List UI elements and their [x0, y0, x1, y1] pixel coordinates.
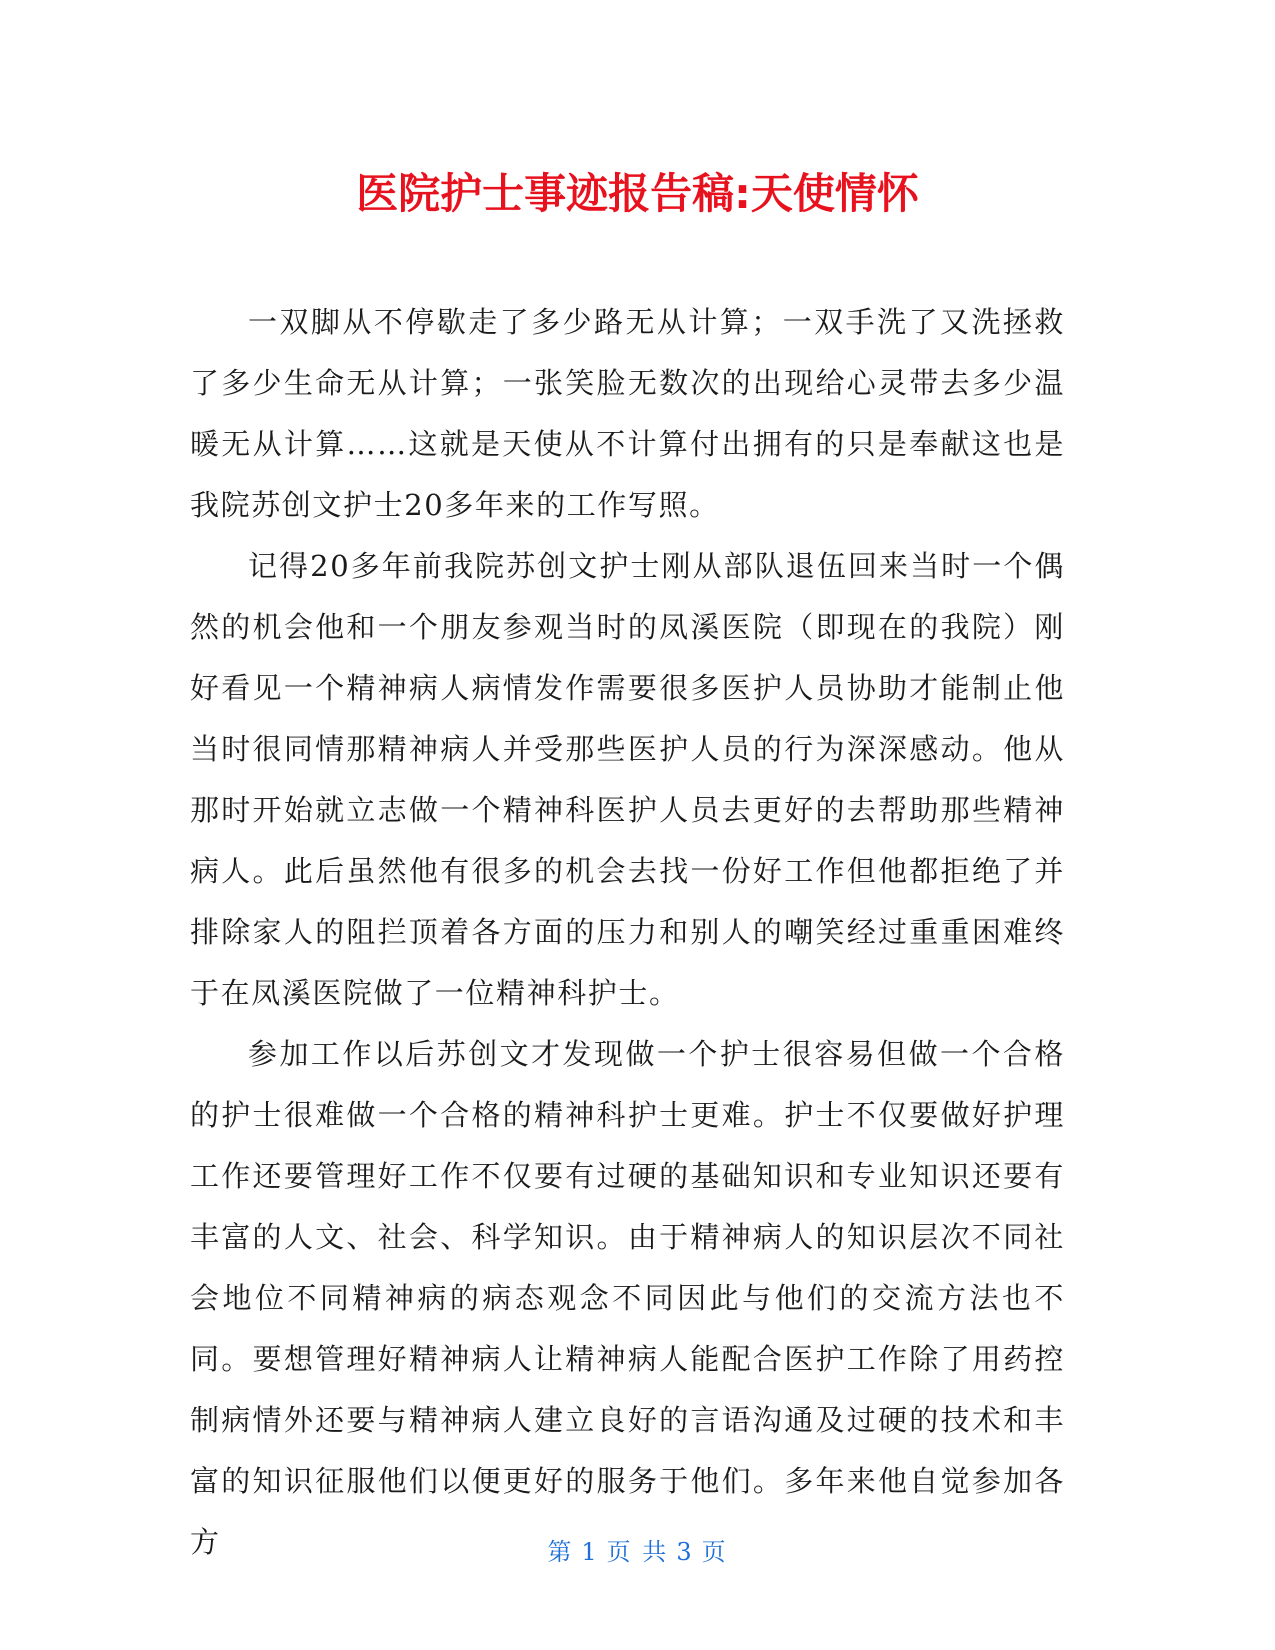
footer-prefix: 第 — [547, 1538, 574, 1566]
footer-current-page: 1 — [581, 1538, 599, 1566]
paragraph-2: 记得20多年前我院苏创文护士刚从部队退伍回来当时一个偶然的机会他和一个朋友参观当时的凤溪医院（即现在的我院）刚好看见一个精神病人病情发作需要很多医护人员协助才能制止他当时很同情那精神病人并受那些医护人员的行为深深感动。他从那时开始就立志做一个精神科医护人员去更好的去帮助那些精神病人。此后虽然他有很多的机会去找一份好工作但他都拒绝了并排除家人的阻拦顶着各方面的压力和别人的嘲笑经过重重困难终于在凤溪医院做了一位精神科护士。 — [190, 549, 1065, 1010]
document-title: 医院护士事迹报告稿:天使情怀 — [356, 169, 919, 218]
footer-total-pages: 3 — [676, 1538, 694, 1566]
paragraph-3: 参加工作以后苏创文才发现做一个护士很容易但做一个合格的护士很难做一个合格的精神科护士更难。护士不仅要做好护理工作还要管理好工作不仅要有过硬的基础知识和专业知识还要有丰富的人文、社会、科学知识。由于精神病人的知识层次不同社会地位不同精神病的病态观念不同因此与他们的交流方法也不同。要想管理好精神病人让精神病人能配合医护工作除了用药控制病情外还要与精神病人建立良好的言语沟通及过硬的技术和丰富的知识征服他们以便更好的服务于他们。多年来他自觉参加各方 — [190, 1037, 1065, 1559]
page-footer — [0, 1537, 1275, 1567]
paragraph-1: 一双脚从不停歇走了多少路无从计算；一双手洗了又洗拯救了多少生命无从计算；一张笑脸无数次的出现给心灵带去多少温暖无从计算……这就是天使从不计算付出拥有的只是奉献这也是我院苏创文护士20多年来的工作写照。 — [190, 305, 1065, 522]
footer-middle: 页 共 — [606, 1538, 669, 1566]
document-body — [190, 292, 1065, 1573]
footer-suffix: 页 — [701, 1538, 728, 1566]
